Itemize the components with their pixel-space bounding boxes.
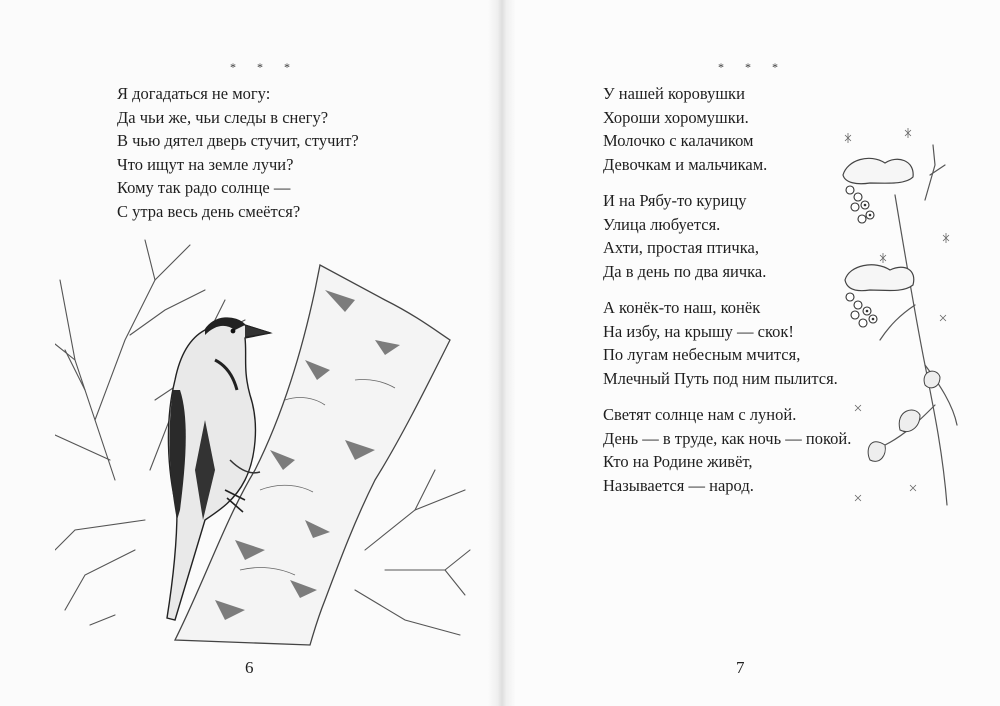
page-number: 7 [736, 658, 745, 677]
snowy-rowan-branch-illustration [825, 105, 965, 515]
page-number: 6 [245, 658, 254, 677]
poem-woodpecker [117, 82, 359, 223]
woodpecker-on-birch-illustration [55, 220, 475, 650]
poem-line: Молочко с калачиком [603, 131, 754, 150]
poem-line: Да чьи же, чьи следы в снегу? [117, 107, 329, 127]
section-separator: * * * [230, 60, 299, 74]
book-gutter [488, 0, 516, 706]
poem-line: У нашей коровушки [603, 84, 745, 103]
poem-line: С утра весь день смеётся? [117, 201, 301, 221]
poem-line: Ахти, простая птичка, [603, 238, 759, 257]
poem-stanza [603, 403, 851, 497]
poem-line: По лугам небесным мчится, [603, 345, 801, 364]
poem-line: Я догадаться не могу: [117, 84, 271, 103]
poem-native-land [603, 82, 851, 510]
poem-line: На избу, на крышу — скок! [603, 321, 794, 341]
poem-stanza [603, 296, 851, 390]
poem-line: Улица любуется. [603, 214, 721, 234]
poem-line: Называется — народ. [603, 475, 754, 495]
poem-line: День — в труде, как ночь — покой. [603, 428, 852, 448]
poem-line: Кому так радо солнце — [117, 178, 291, 197]
poem-line: Да в день по два яичка. [603, 261, 767, 281]
poem-stanza [603, 82, 851, 176]
poem-line: А конёк-то наш, конёк [603, 298, 761, 317]
poem-line: Хороши хоромушки. [603, 107, 749, 127]
poem-line: Что ищут на земле лучи? [117, 154, 294, 174]
poem-line: И на Рябу-то курицу [603, 191, 747, 210]
poem-line: Млечный Путь под ним пылится. [603, 368, 838, 388]
poem-line: В чью дятел дверь стучит, стучит? [117, 131, 359, 150]
section-separator: * * * [718, 60, 787, 74]
poem-line: Светят солнце нам с луной. [603, 405, 797, 424]
poem-line: Кто на Родине живёт, [603, 452, 753, 471]
poem-line: Девочкам и мальчикам. [603, 154, 768, 174]
poem-stanza [603, 189, 851, 283]
